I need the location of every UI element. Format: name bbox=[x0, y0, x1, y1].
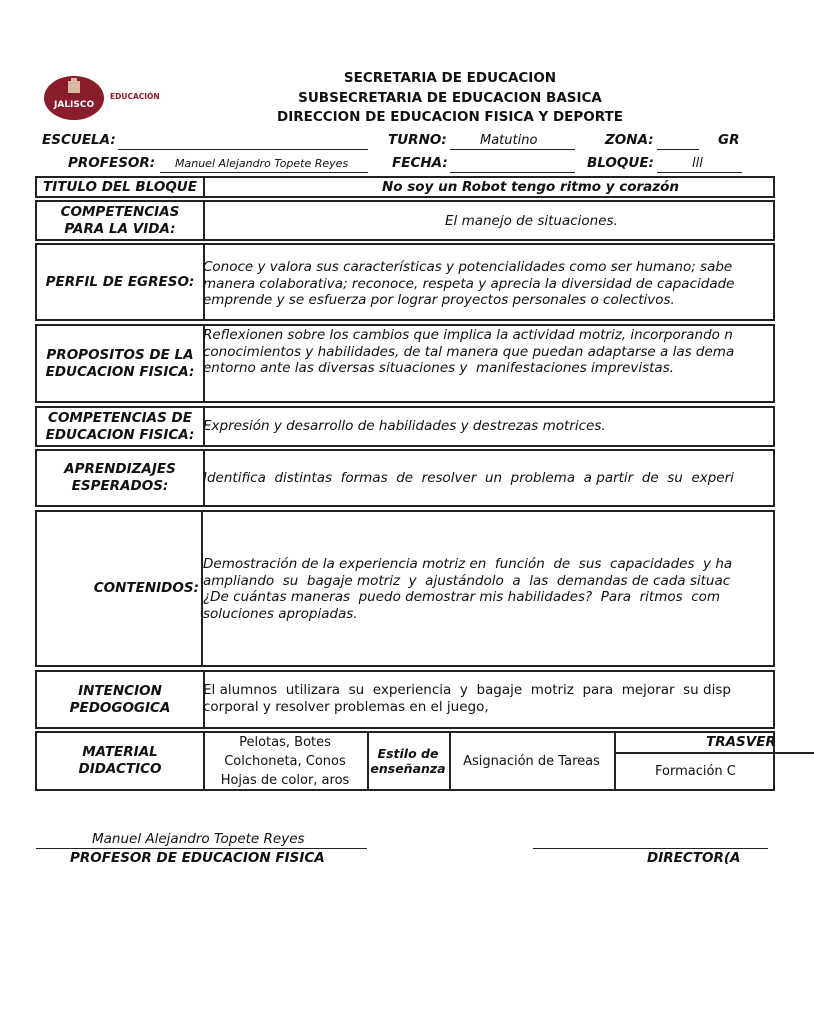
estilo-value-cell bbox=[449, 733, 616, 789]
fecha-label: FECHA: bbox=[392, 155, 448, 171]
titulo-value: No soy un Robot tengo ritmo y corazón bbox=[382, 179, 680, 195]
estilo-cell bbox=[367, 733, 451, 789]
aprendizajes-row bbox=[35, 449, 775, 507]
bloque-value: lll bbox=[692, 156, 703, 171]
aprendizajes-value: Identifica distintas formas de resolver un problema a partir de su experi bbox=[203, 470, 734, 486]
contenidos-value: Demostración de la experiencia motriz en función de sus capacidades y ha ampliando su bagaje motriz y ajustándolo a las demandas de cada situac ¿De cuántas maneras puedo demostrar mis habilidades? Para ritmos com soluciones apropiadas. bbox=[203, 556, 733, 622]
aprendizajes-label: APRENDIZAJES ESPERADOS: bbox=[37, 451, 205, 505]
zona-field[interactable] bbox=[657, 149, 699, 150]
turno-field[interactable] bbox=[450, 149, 575, 150]
material-label: MATERIAL DIDACTICO bbox=[37, 733, 205, 789]
teacher-signature-name: Manuel Alejandro Topete Reyes bbox=[92, 831, 305, 847]
competencias-vida-value: El manejo de situaciones. bbox=[445, 213, 618, 229]
intencion-value: El alumnos utilizara su experiencia y bagaje motriz para mejorar su disp corporal y resolver problemas en el juego, bbox=[203, 682, 731, 715]
profesor-label: PROFESOR: bbox=[68, 155, 156, 171]
fecha-field[interactable] bbox=[450, 172, 575, 173]
propositos-label: PROPOSITOS DE LA EDUCACION FISICA: bbox=[37, 326, 205, 401]
propositos-value: Reflexionen sobre los cambios que implica la actividad motriz, incorporando n conocimientos y habilidades, de tal manera que puedan adaptarse a las dema entorno ante las diversas situaciones y manifestaciones imprevistas. bbox=[203, 327, 735, 376]
bloque-field[interactable] bbox=[657, 172, 742, 173]
turno-label: TURNO: bbox=[388, 132, 447, 148]
contenidos-row bbox=[35, 510, 775, 667]
trasver-header-cell bbox=[614, 733, 814, 754]
logo-text: JALISCO bbox=[54, 100, 95, 110]
profesor-field[interactable] bbox=[160, 172, 368, 173]
trasver-value: Formación C bbox=[655, 764, 736, 779]
teacher-title: PROFESOR DE EDUCACION FISICA bbox=[70, 850, 325, 866]
header-line-1: SECRETARIA DE EDUCACION bbox=[343, 70, 557, 86]
perfil-egreso-row bbox=[35, 243, 775, 321]
header-line-3: DIRECCION DE EDUCACION FISICA Y DEPORTE bbox=[277, 109, 623, 125]
director-signature-line bbox=[533, 848, 768, 849]
titulo-row bbox=[35, 176, 775, 198]
trasver-label: TRASVER bbox=[706, 734, 776, 750]
escuela-field[interactable] bbox=[118, 149, 368, 150]
director-title: DIRECTOR(A bbox=[647, 850, 741, 866]
header-line-2: SUBSECRETARIA DE EDUCACION BASICA bbox=[298, 90, 602, 106]
material-value: Pelotas, Botes Colchoneta, Conos Hojas de color, aros bbox=[220, 734, 350, 788]
competencias-ef-label: COMPETENCIAS DE EDUCACION FISICA: bbox=[37, 408, 205, 445]
turno-value: Matutino bbox=[480, 133, 538, 148]
material-row bbox=[35, 731, 775, 791]
escuela-label: ESCUELA: bbox=[42, 132, 116, 148]
competencias-vida-row bbox=[35, 200, 775, 241]
estilo-label: Estilo de enseñanza bbox=[370, 746, 446, 776]
competencias-ef-row bbox=[35, 406, 775, 447]
perfil-egreso-value: Conoce y valora sus características y potencialidades como ser humano; sabe manera colaborativa; reconoce, respeta y aprecia la diversidad de capacidade emprende y se esfuerza por lograr proyectos personales o colectivos. bbox=[203, 259, 735, 308]
perfil-egreso-label: PERFIL DE EGRESO: bbox=[37, 245, 205, 319]
profesor-value: Manuel Alejandro Topete Reyes bbox=[175, 157, 349, 170]
titulo-label: TITULO DEL BLOQUE bbox=[37, 178, 205, 196]
contenidos-label: CONTENIDOS: bbox=[37, 512, 203, 665]
estilo-value: Asignación de Tareas bbox=[463, 753, 600, 769]
intencion-row bbox=[35, 670, 775, 729]
zona-label: ZONA: bbox=[605, 132, 654, 148]
intencion-label: INTENCION PEDOGOGICA bbox=[37, 672, 205, 727]
jalisco-logo bbox=[43, 75, 105, 121]
bloque-label: BLOQUE: bbox=[587, 155, 654, 171]
propositos-row bbox=[35, 324, 775, 403]
material-cell bbox=[203, 733, 369, 789]
logo-subtitle: EDUCACIÓN bbox=[110, 92, 160, 101]
competencias-vida-label: COMPETENCIAS PARA LA VIDA: bbox=[37, 202, 205, 239]
grado-label: GR bbox=[718, 132, 740, 148]
competencias-ef-value: Expresión y desarrollo de habilidades y destrezas motrices. bbox=[203, 418, 606, 434]
teacher-signature-line bbox=[36, 848, 367, 849]
